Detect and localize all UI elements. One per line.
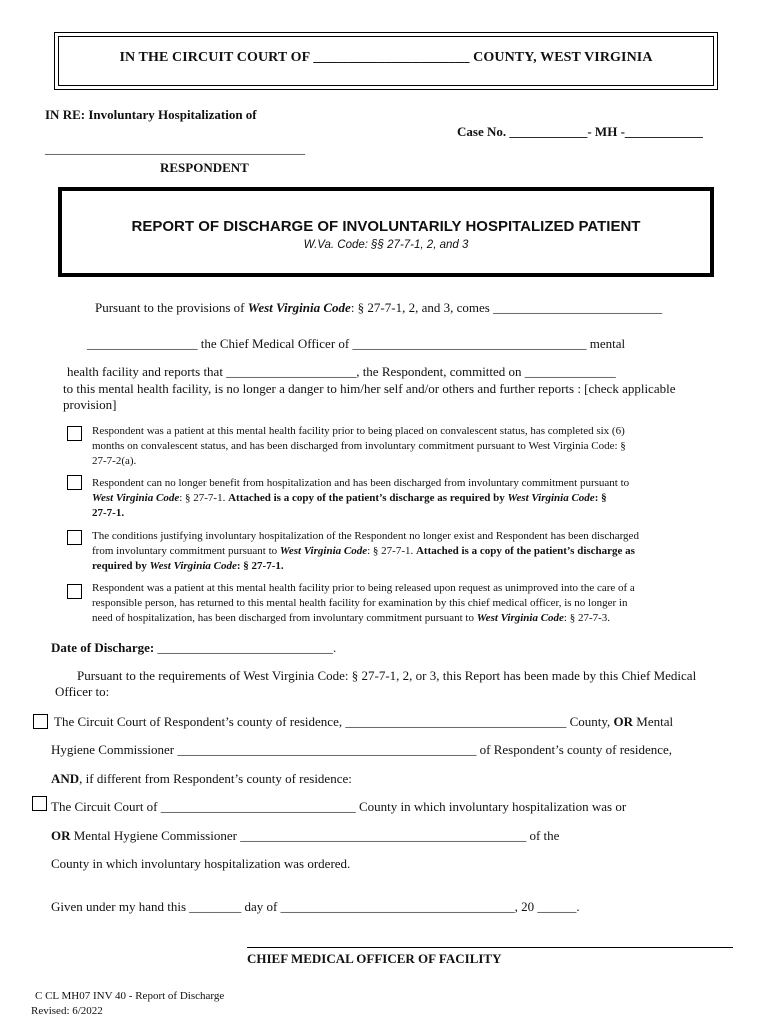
intro-text-a: Pursuant to the provisions of xyxy=(95,300,248,315)
option-3-checkbox[interactable] xyxy=(67,530,82,545)
intro-line-4: to this mental health facility, is no longer a danger to him/her self and/or others and further reports : [check applicable xyxy=(63,381,676,396)
recipient-line-1[interactable]: The Circuit Court of Respondent’s county of residence, __________________________________ County, OR Mental xyxy=(54,714,674,729)
date-of-discharge xyxy=(51,640,336,656)
option-4-line-2: responsible person, has returned to this mental health facility for examination by this chief medical officer, is no longer in xyxy=(92,597,628,609)
option-1-line-1: Respondent was a patient at this mental health facility prior to being placed on convalescent status, has completed six (6) xyxy=(92,425,625,437)
recipient-line-3: AND, if different from Respondent’s county of residence: xyxy=(51,771,352,786)
recipient-line-4[interactable]: The Circuit Court of ______________________________ County in which involuntary hospitalization was or xyxy=(51,799,627,814)
circuit-court-residence-checkbox[interactable] xyxy=(33,714,48,729)
option-3-line-2: from involuntary commitment pursuant to West Virginia Code: § 27-7-1. Attached is a copy of the patient’s discharge as xyxy=(92,545,635,557)
option-3-text xyxy=(92,529,717,574)
date-of-discharge-field[interactable]: ___________________________. xyxy=(154,640,337,655)
signature-label: CHIEF MEDICAL OFFICER OF FACILITY xyxy=(247,951,502,966)
option-2-line-2: West Virginia Code: § 27-7-1. Attached is a copy of the patient’s discharge as required by West Virginia Code: § xyxy=(92,492,607,504)
respondent-name-line[interactable]: ________________________________________ xyxy=(45,141,305,156)
option-2-text xyxy=(92,476,717,521)
report-to-line-2: Officer to: xyxy=(55,684,110,699)
court-header-box xyxy=(54,32,718,90)
option-1-text xyxy=(92,424,717,469)
revised-date: Revised: 6/2022 xyxy=(31,1005,103,1017)
in-re-label: IN RE: Involuntary Hospitalization of xyxy=(45,107,257,122)
respondent-label: RESPONDENT xyxy=(160,160,249,175)
option-1-line-3: 27-7-2(a). xyxy=(92,455,137,467)
option-1-checkbox[interactable] xyxy=(67,426,82,441)
option-1-line-2: months on convalescent status, and has been discharged from involuntary commitment pursuant to West Virginia Code: § xyxy=(92,440,626,452)
intro-line-1 xyxy=(95,300,662,316)
given-under-hand-line[interactable]: Given under my hand this ________ day of ____________________________________, 20 ______. xyxy=(51,899,580,914)
recipient-line-2[interactable]: Hygiene Commissioner ______________________________________________ of Respondent’s county of residence, xyxy=(51,742,673,757)
intro-code-ref: West Virginia Code xyxy=(247,300,351,315)
option-2-line-3: 27-7-1. xyxy=(92,507,125,519)
option-3-line-3: required by West Virginia Code: § 27-7-1. xyxy=(92,560,284,572)
intro-line-3[interactable]: health facility and reports that ____________________, the Respondent, committed on ______________ xyxy=(67,364,616,379)
option-3-line-1: The conditions justifying involuntary hospitalization of the Respondent no longer exist and Respondent has been discharged xyxy=(92,530,639,542)
recipient-line-5[interactable]: OR Mental Hygiene Commissioner ____________________________________________ of the xyxy=(51,828,560,843)
option-2-checkbox[interactable] xyxy=(67,475,82,490)
report-citation: W.Va. Code: §§ 27-7-1, 2, and 3 xyxy=(303,239,469,251)
court-header-text: IN THE CIRCUIT COURT OF ______________________ COUNTY, WEST VIRGINIA xyxy=(119,50,653,65)
case-number-field[interactable]: Case No. ____________- MH -____________ xyxy=(457,124,703,139)
option-4-checkbox[interactable] xyxy=(67,584,82,599)
option-4-text xyxy=(92,581,717,626)
report-to-line-1: Pursuant to the requirements of West Virginia Code: § 27-7-1, 2, or 3, this Report has been made by this Chief Medical xyxy=(77,668,697,683)
form-id: C CL MH07 INV 40 - Report of Discharge xyxy=(35,990,225,1002)
signature-line[interactable] xyxy=(247,947,733,948)
option-2-line-1: Respondent can no longer benefit from hospitalization and has been discharged from involuntary commitment pursuant to xyxy=(92,477,630,489)
report-title: REPORT OF DISCHARGE OF INVOLUNTARILY HOSPITALIZED PATIENT xyxy=(131,218,641,235)
circuit-court-hospitalization-checkbox[interactable] xyxy=(32,796,47,811)
date-of-discharge-label: Date of Discharge: xyxy=(51,640,155,655)
intro-text-c[interactable]: : § 27-7-1, 2, and 3, comes __________________________ xyxy=(350,300,663,315)
recipient-line-6: County in which involuntary hospitalization was ordered. xyxy=(51,856,351,871)
intro-line-2[interactable]: _________________ the Chief Medical Officer of ____________________________________ mental xyxy=(87,336,626,351)
intro-line-5: provision] xyxy=(63,397,117,412)
option-4-line-1: Respondent was a patient at this mental health facility prior to being released upon request as unimproved into the care of a xyxy=(92,582,635,594)
report-title-box xyxy=(58,187,714,277)
option-4-line-3: need of hospitalization, has been discharged from involuntary commitment pursuant to West Virginia Code: § 27-7-3. xyxy=(92,612,611,624)
